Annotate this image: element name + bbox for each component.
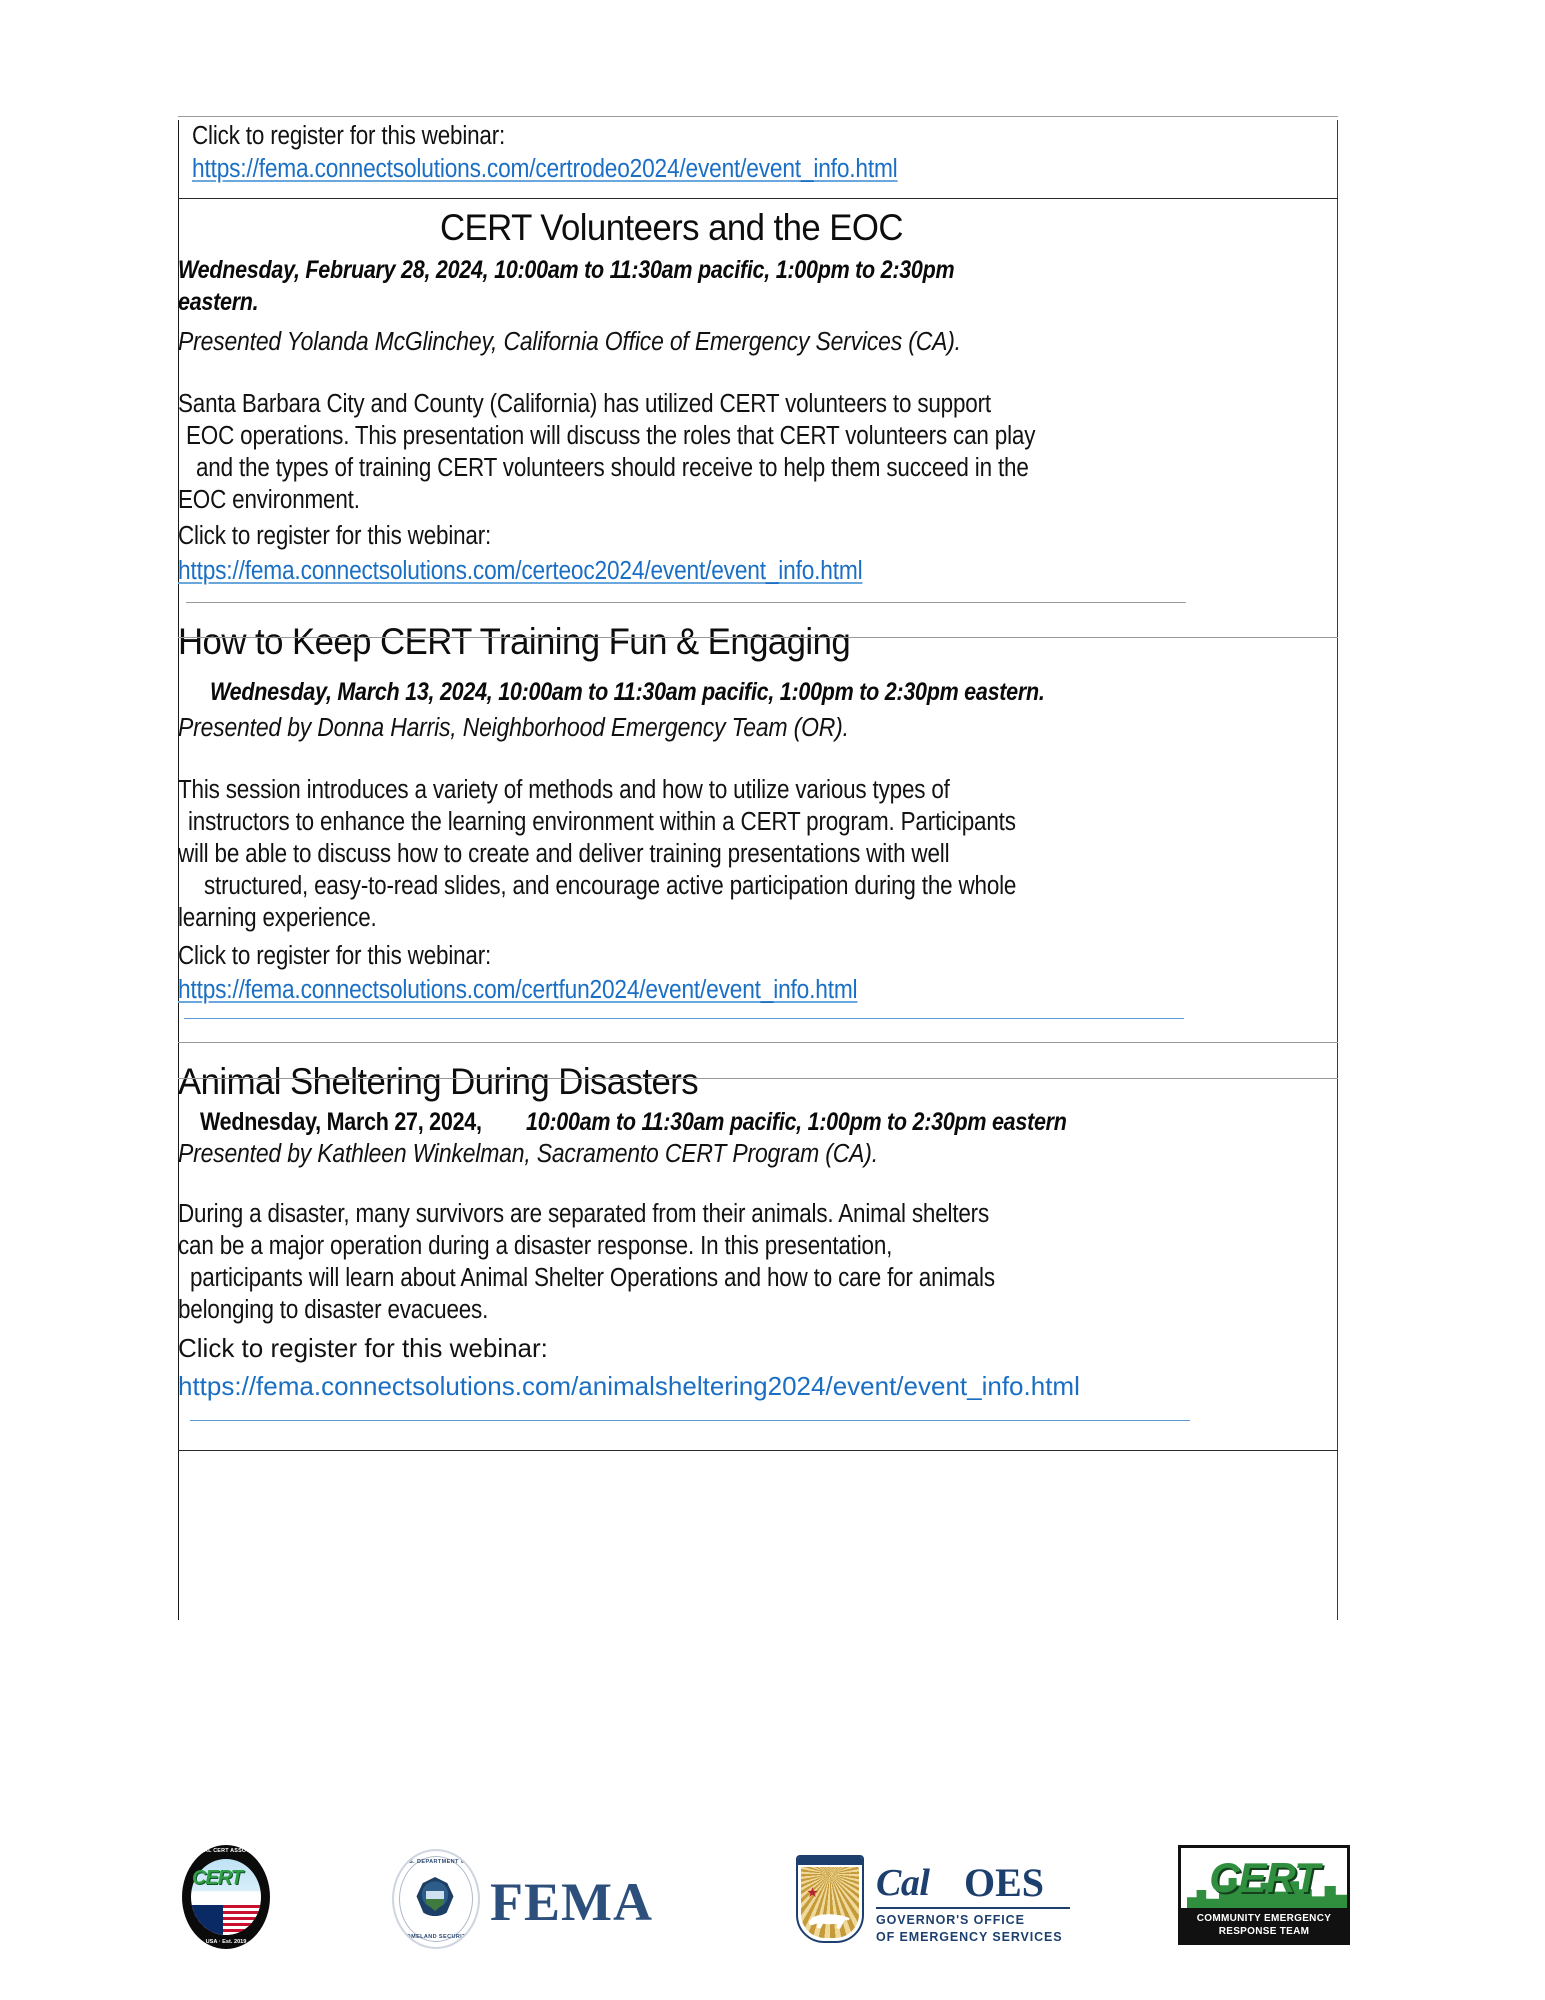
cal-oes-subtitle-line-2: OF EMERGENCY SERVICES	[876, 1930, 1063, 1944]
session-body-line-eoc-1: Santa Barbara City and County (California) has utilized CERT volunteers to support	[178, 390, 991, 418]
register-label-top: Click to register for this webinar:	[192, 122, 506, 150]
session-body-line-fun-1: This session introduces a variety of methods and how to utilize various types of	[178, 776, 950, 804]
session-body-line-fun-3: will be able to discuss how to create and deliver training presentations with well	[178, 840, 950, 868]
session-title-cert-training-fun: How to Keep CERT Training Fun & Engaging	[178, 621, 851, 662]
cal-oes-subtitle-line-1: GOVERNOR'S OFFICE	[876, 1913, 1025, 1927]
session-body-line-animal-1: During a disaster, many survivors are separated from their animals. Animal shelters	[178, 1200, 990, 1228]
california-shield-icon	[796, 1855, 864, 1943]
cert-logo-caption	[1181, 1908, 1347, 1942]
session-presenter-fun: Presented by Donna Harris, Neighborhood Emergency Team (OR).	[178, 714, 849, 742]
session-title-cert-volunteers-eoc: CERT Volunteers and the EOC	[440, 207, 903, 248]
cert-wordmark: CERT	[1209, 1854, 1319, 1901]
session-body-line-animal-3: participants will learn about Animal Shelter Operations and how to care for animals	[190, 1264, 995, 1292]
cert-caption-line-2: RESPONSE TEAM	[1218, 1926, 1310, 1937]
cal-oes-word-cal: Cal	[876, 1862, 930, 1904]
nca-top-text: NATIONAL CERT ASSOCIATION	[182, 1848, 270, 1854]
session-presenter-eoc: Presented Yolanda McGlinchey, California Office of Emergency Services (CA).	[178, 328, 961, 356]
register-label-eoc: Click to register for this webinar:	[178, 522, 492, 550]
session-body-line-fun-2: instructors to enhance the learning environment within a CERT program. Participants	[188, 808, 1016, 836]
us-flag-icon	[191, 1905, 261, 1935]
session-date-line-1-eoc: Wednesday, February 28, 2024, 10:00am to 11:30am pacific, 1:00pm to 2:30pm	[178, 256, 955, 284]
session-presenter-animal: Presented by Kathleen Winkelman, Sacramento CERT Program (CA).	[178, 1140, 878, 1168]
session-body-line-fun-5: learning experience.	[178, 904, 377, 932]
session-date-line-1-fun: Wednesday, March 13, 2024, 10:00am to 11:30am pacific, 1:00pm to 2:30pm eastern.	[210, 678, 1045, 706]
cert-program-logo	[1178, 1845, 1350, 1945]
cert-logo-upper	[1181, 1848, 1347, 1914]
session-date-line-2-eoc: eastern.	[178, 288, 259, 316]
session-body-line-eoc-3: and the types of training CERT volunteers should receive to help them succeed in the	[196, 454, 1029, 482]
nca-bottom-text: USA · Est. 2019	[205, 1939, 247, 1945]
cal-oes-word-oes: OES	[964, 1860, 1045, 1905]
session-body-line-animal-4: belonging to disaster evacuees.	[178, 1296, 489, 1324]
rule-below-session-1	[186, 602, 1186, 603]
rule-below-top-block	[178, 198, 1338, 199]
dhs-seal-top-text: U.S. DEPARTMENT OF	[402, 1859, 470, 1865]
register-link-certeoc[interactable]: https://fema.connectsolutions.com/certeoc2024/event/event_info.html	[178, 557, 863, 585]
rule-bottom	[178, 1450, 1338, 1451]
fema-wordmark: FEMA	[490, 1872, 653, 1932]
link-underline-fun	[184, 1018, 1184, 1019]
register-link-certfun[interactable]: https://fema.connectsolutions.com/certfun2024/event/event_info.html	[178, 976, 858, 1004]
cert-caption-line-1: COMMUNITY EMERGENCY	[1196, 1913, 1332, 1924]
cal-oes-divider	[876, 1907, 1070, 1909]
session-date-line-1-animal: 10:00am to 11:30am pacific, 1:00pm to 2:30pm eastern	[526, 1108, 1067, 1136]
cal-oes-logo	[796, 1845, 1196, 1949]
register-label-fun: Click to register for this webinar:	[178, 942, 492, 970]
rule-through-title-3	[178, 1078, 1338, 1079]
rule-below-session-2	[178, 1042, 1338, 1043]
flag-canton	[191, 1905, 223, 1935]
register-label-animal: Click to register for this webinar:	[178, 1333, 548, 1363]
session-title-animal-sheltering: Animal Sheltering During Disasters	[178, 1061, 699, 1102]
fema-logo	[392, 1845, 653, 1949]
session-body-line-eoc-4: EOC environment.	[178, 486, 360, 514]
dhs-seal-bottom-text: HOMELAND SECURITY	[402, 1934, 470, 1940]
table-border-right	[1337, 120, 1338, 1620]
rule-through-title-2	[178, 637, 1338, 638]
session-body-line-animal-2: can be a major operation during a disaster response. In this presentation,	[178, 1232, 893, 1260]
session-body-line-fun-4: structured, easy-to-read slides, and encourage active participation during the whole	[204, 872, 1017, 900]
register-link-animalsheltering[interactable]: https://fema.connectsolutions.com/animalsheltering2024/event/event_info.html	[178, 1371, 1080, 1401]
register-link-certrodeo[interactable]: https://fema.connectsolutions.com/certrodeo2024/event/event_info.html	[192, 155, 898, 183]
link-underline-animal	[190, 1420, 1190, 1421]
session-body-line-eoc-2: EOC operations. This presentation will discuss the roles that CERT volunteers can play	[186, 422, 1036, 450]
nca-cert-wordmark: CERT	[191, 1867, 243, 1889]
session-date-prefix-animal: Wednesday, March 27, 2024,	[200, 1108, 488, 1136]
shield-sunburst	[801, 1867, 859, 1938]
footer-logo-strip	[0, 1845, 1545, 1955]
shield-top-band	[798, 1857, 862, 1865]
rule-top	[178, 116, 1338, 117]
national-cert-association-logo	[182, 1845, 270, 1949]
dhs-seal-icon	[392, 1849, 480, 1949]
